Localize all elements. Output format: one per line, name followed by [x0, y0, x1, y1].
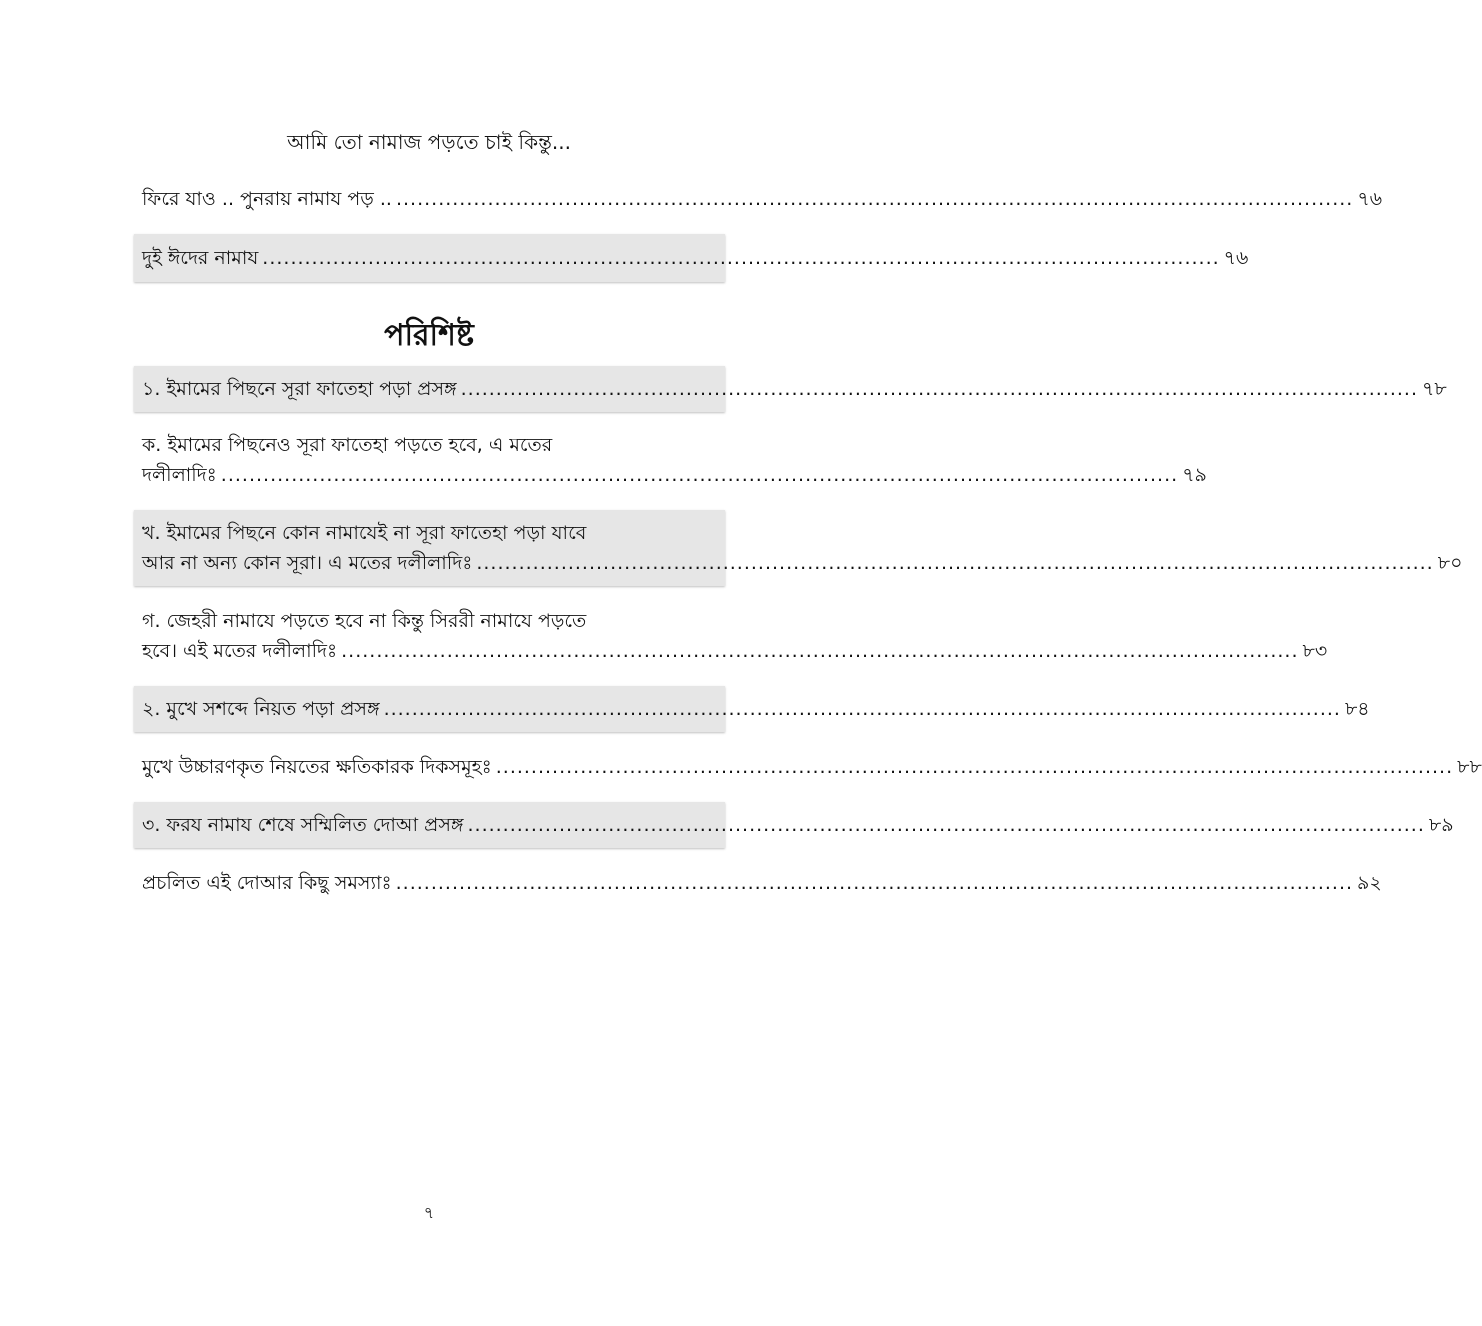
- toc-leader-dots: [384, 694, 1341, 724]
- toc-entry-page: ৮৪: [1344, 698, 1370, 720]
- toc-entry-title: ৩. ফরয নামায শেষে সম্মিলিত দোআ প্রসঙ্গ: [142, 814, 464, 836]
- toc-entry[interactable]: [134, 366, 1447, 412]
- toc-entry-title: ২. মুখে সশব্দে নিয়ত পড়া প্রসঙ্গ: [142, 698, 380, 720]
- toc-leader-dots: [476, 548, 1433, 578]
- toc-entry-page: ৭৯: [1182, 464, 1207, 486]
- toc-leader-dots: [396, 184, 1353, 214]
- running-header: আমি তো নামাজ পড়তে চাই কিন্তু...: [287, 130, 571, 154]
- toc-entry-page: ৭৬: [1223, 247, 1249, 269]
- toc-entry[interactable]: [134, 424, 1207, 496]
- toc-entry-title: ফিরে যাও .. পুনরায় নামায পড় ..: [142, 188, 392, 210]
- toc-entry[interactable]: [134, 686, 1370, 732]
- toc-entry-title: প্রচলিত এই দোআর কিছু সমস্যাঃ: [142, 872, 392, 894]
- toc-entry-title: দুই ঈদের নামায: [142, 247, 259, 269]
- toc-entry-title-continued: আর না অন্য কোন সূরা। এ মতের দলীলাদিঃ: [142, 552, 473, 574]
- toc-entry-page: ৭৮: [1422, 378, 1447, 400]
- toc-entry-title: ১. ইমামের পিছনে সূরা ফাতেহা পড়া প্রসঙ্গ: [142, 378, 457, 400]
- toc-entry-page: ৮৯: [1428, 814, 1454, 836]
- toc-leader-dots: [461, 374, 1418, 404]
- page-number: ৭: [423, 1203, 435, 1222]
- toc-entry[interactable]: [134, 234, 1249, 282]
- toc-entry[interactable]: [134, 176, 1383, 222]
- toc-entry-page: ৯২: [1357, 872, 1382, 894]
- toc-leader-dots: [341, 636, 1298, 666]
- toc-entry-title: মুখে উচ্চারণকৃত নিয়তের ক্ষতিকারক দিকসমূহঃ: [142, 756, 492, 778]
- toc-entry-page: ৮৩: [1302, 640, 1328, 662]
- toc-entry[interactable]: [134, 860, 1382, 906]
- toc-entry-title-continued: দলীলাদিঃ: [142, 464, 217, 486]
- toc-leader-dots: [396, 868, 1353, 898]
- toc-entry-title: গ. জেহরী নামাযে পড়তে হবে না কিন্তু সিররী নামাযে পড়তে: [142, 610, 587, 632]
- toc-top-list: [134, 176, 1383, 282]
- toc-leader-dots: [467, 810, 1424, 840]
- toc-entry-title-continued: হবে। এই মতের দলীলাদিঃ: [142, 640, 338, 662]
- toc-entry-title: ক. ইমামের পিছনেও সূরা ফাতেহা পড়তে হবে, এ মতের: [142, 434, 553, 456]
- toc-entry-page: ৮০: [1437, 552, 1463, 574]
- toc-leader-dots: [496, 752, 1453, 782]
- toc-leader-dots: [221, 460, 1178, 490]
- toc-entry[interactable]: [134, 744, 1482, 790]
- toc-entry[interactable]: [134, 600, 1328, 672]
- toc-entry[interactable]: [134, 802, 1454, 848]
- toc-leader-dots: [262, 243, 1219, 273]
- appendix-toc-list: [134, 366, 1482, 906]
- section-heading: পরিশিষ্ট: [384, 318, 474, 353]
- toc-entry-title: খ. ইমামের পিছনে কোন নামাযেই না সূরা ফাতেহা পড়া যাবে: [142, 522, 587, 544]
- toc-entry-page: ৭৬: [1357, 188, 1383, 210]
- toc-entry[interactable]: [134, 510, 1463, 586]
- toc-entry-page: ৮৮: [1457, 756, 1482, 778]
